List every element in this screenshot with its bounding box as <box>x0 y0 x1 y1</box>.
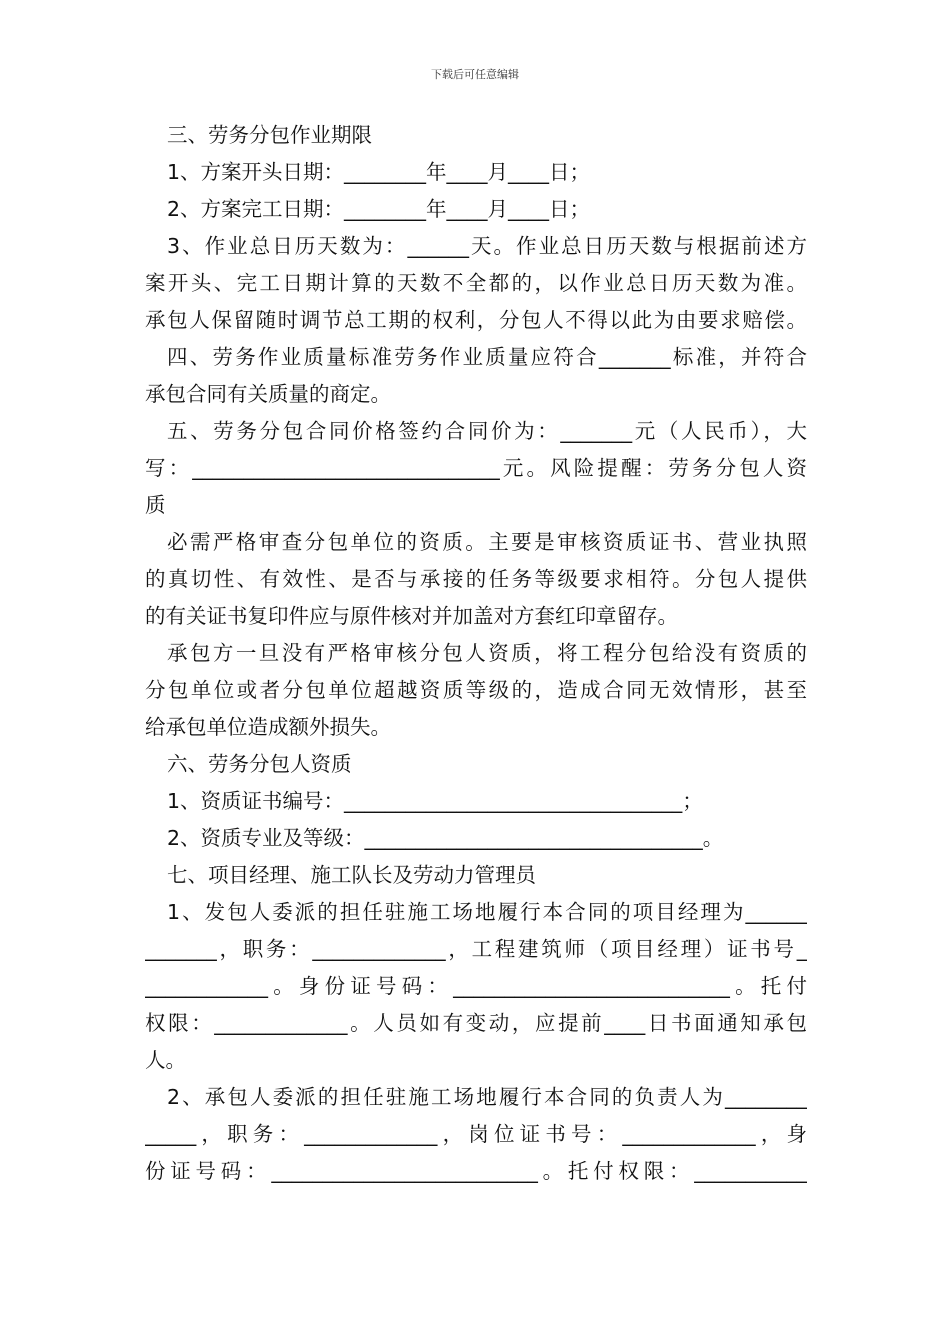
end-date-line: 2、方案完工日期：________年____月____日； <box>167 197 591 221</box>
section-7-heading: 七、项目经理、施工队长及劳动力管理员 <box>167 863 536 887</box>
section-3-heading: 三、劳务分包作业期限 <box>167 123 372 147</box>
paragraph-line: 给承包单位造成额外损失。 <box>145 715 391 739</box>
paragraph-line: 的真切性、有效性、是否与承接的任务等级要求相符。分包人提供 <box>145 567 807 591</box>
paragraph-line: 权限：_____________。人员如有变动，应提前____日书面通知承包 <box>145 1011 807 1035</box>
paragraph-line: 份证号码：__________________________。托付权限：___________ <box>145 1159 807 1183</box>
paragraph-line: 案开头、完工日期计算的天数不全都的，以作业总日历天数为准。 <box>145 271 807 295</box>
paragraph-line: 人。 <box>145 1048 186 1072</box>
paragraph-line: ____________。身份证号码：___________________________。托付 <box>145 974 807 998</box>
certificate-number-line: 1、资质证书编号：_________________________________； <box>167 789 703 813</box>
page-header: 下载后可任意编辑 <box>431 68 519 81</box>
section-6-heading: 六、劳务分包人资质 <box>167 752 352 776</box>
section-5-heading: 五、劳务分包合同价格签约合同价为：_______元（人民币），大 <box>167 419 807 443</box>
paragraph-line: 质 <box>145 493 166 517</box>
paragraph-line: 承包方一旦没有严格审核分包人资质，将工程分包给没有资质的 <box>167 641 807 665</box>
paragraph-line: _______，职务：_____________，工程建筑师（项目经理）证书号_ <box>145 937 807 961</box>
qualification-level-line: 2、资质专业及等级：_________________________________。 <box>167 826 724 850</box>
paragraph-line: 分包单位或者分包单位超越资质等级的，造成合同无效情形，甚至 <box>145 678 807 702</box>
document-body <box>145 117 807 1190</box>
paragraph-line: 的有关证书复印件应与原件核对并加盖对方套红印章留存。 <box>145 604 678 628</box>
paragraph-line: 2、承包人委派的担任驻施工场地履行本合同的负责人为________ <box>167 1085 807 1109</box>
section-4-heading: 四、劳务作业质量标准劳务作业质量应符合_______标准，并符合 <box>167 345 807 369</box>
paragraph-line: 必需严格审查分包单位的资质。主要是审核资质证书、营业执照 <box>167 530 807 554</box>
paragraph-line: _____，职务：_____________，岗位证书号：_____________，身 <box>145 1122 807 1146</box>
paragraph-line: 1、发包人委派的担任驻施工场地履行本合同的项目经理为______ <box>167 900 807 924</box>
start-date-line: 1、方案开头日期：________年____月____日； <box>167 160 591 184</box>
paragraph-line: 承包合同有关质量的商定。 <box>145 382 391 406</box>
total-days-line: 3、作业总日历天数为：______天。作业总日历天数与根据前述方 <box>167 234 807 258</box>
paragraph-line: 写：______________________________元。风险提醒：劳务分包人资 <box>145 456 807 480</box>
paragraph-line: 承包人保留随时调节总工期的权利，分包人不得以此为由要求赔偿。 <box>145 308 807 332</box>
